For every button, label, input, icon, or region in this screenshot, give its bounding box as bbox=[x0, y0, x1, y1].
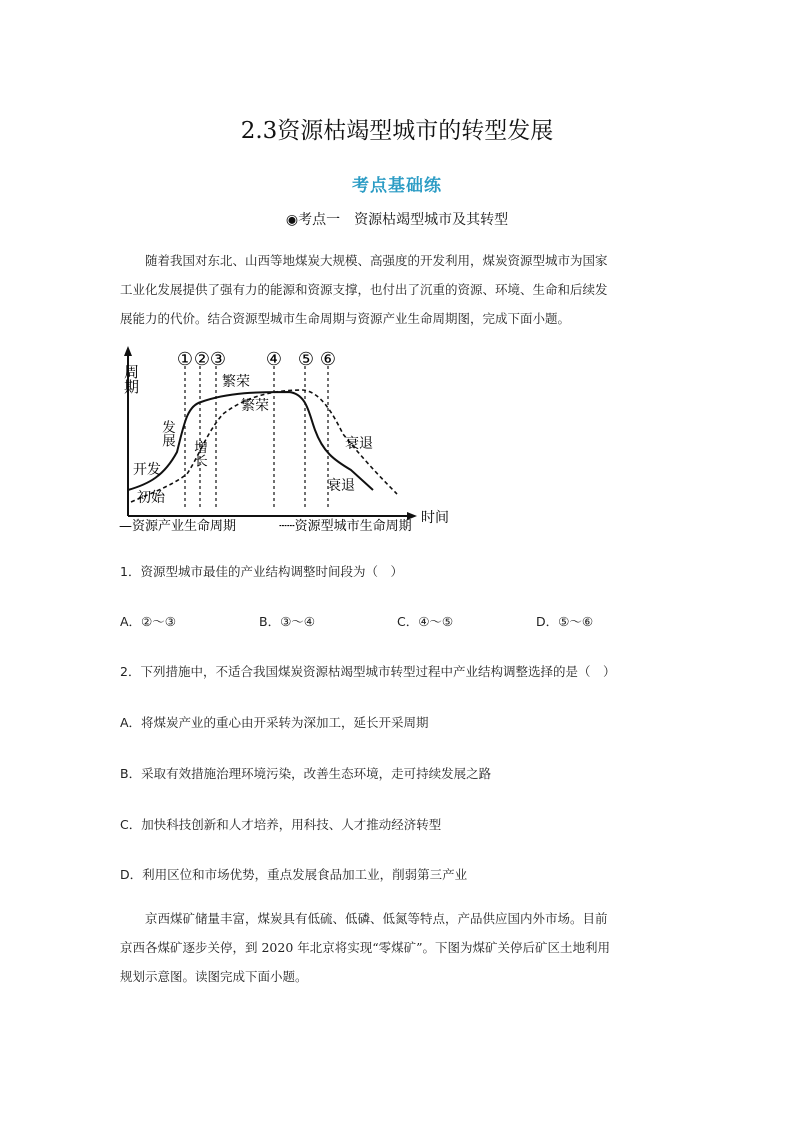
section-subtitle: 考点基础练 bbox=[352, 176, 442, 196]
q1-option-b[interactable]: B．③～④ bbox=[259, 614, 315, 629]
intro1-line: 展能力的代价。结合资源型城市生命周期与资源产业生命周期图，完成下面小题。 bbox=[120, 311, 571, 326]
intro-paragraph-1 bbox=[120, 246, 676, 333]
city-stage-growth: 增长 bbox=[191, 440, 207, 467]
q2-option-d[interactable]: D．利用区位和市场优势，重点发展食品加工业，削弱第三产业 bbox=[120, 867, 468, 882]
intro-paragraph-2 bbox=[120, 904, 676, 991]
marker-4: ④ bbox=[265, 349, 283, 370]
marker-5: ⑤ bbox=[297, 349, 315, 370]
city-stage-decline: 衰退 bbox=[345, 436, 373, 452]
legend-industry: —资源产业生命周期 bbox=[119, 519, 237, 534]
industry-stage-decline: 衰退 bbox=[327, 478, 355, 494]
page-title: 2.3资源枯竭型城市的转型发展 bbox=[240, 118, 554, 144]
q1-option-d[interactable]: D．⑤～⑥ bbox=[536, 614, 594, 629]
intro1-line: 随着我国对东北、山西等地煤炭大规模、高强度的开发利用，煤炭资源型城市为国家 bbox=[145, 253, 608, 268]
question-2-stem: 2．下列措施中，不适合我国煤炭资源枯竭型城市转型过程中产业结构调整选择的是（ ） bbox=[120, 664, 616, 679]
intro1-line: 工业化发展提供了强有力的能源和资源支撑，也付出了沉重的资源、环境、生命和后续发 bbox=[120, 282, 608, 297]
x-axis-label: 时间 bbox=[421, 510, 449, 526]
y-axis-label-char: 周期 bbox=[122, 364, 140, 394]
industry-stage-boom: 繁荣 bbox=[222, 374, 250, 390]
marker-3: ③ bbox=[209, 349, 227, 370]
question-1-stem: 1．资源型城市最佳的产业结构调整时间段为（ ） bbox=[120, 564, 403, 579]
intro2-line: 京西煤矿储量丰富，煤炭具有低硫、低磷、低氮等特点，产品供应国内外市场。目前 bbox=[145, 911, 608, 926]
marker-2: ② bbox=[193, 349, 211, 370]
industry-stage-develop: 开发 bbox=[133, 462, 161, 478]
q2-option-a[interactable]: A．将煤炭产业的重心由开采转为深加工，延长开采周期 bbox=[120, 715, 429, 730]
q2-option-b[interactable]: B．采取有效措施治理环境污染，改善生态环境，走可持续发展之路 bbox=[120, 766, 492, 781]
city-stage-initial: 初始 bbox=[137, 490, 165, 506]
intro2-line: 规划示意图。读图完成下面小题。 bbox=[120, 969, 308, 984]
life-cycle-chart bbox=[119, 344, 459, 538]
legend-city: ┄┄资源型城市生命周期 bbox=[279, 519, 412, 534]
q1-option-c[interactable]: C．④～⑤ bbox=[397, 614, 454, 629]
marker-6: ⑥ bbox=[319, 349, 337, 370]
q2-option-c[interactable]: C．加快科技创新和人才培养，用科技、人才推动经济转型 bbox=[120, 817, 442, 832]
chart-svg bbox=[119, 344, 459, 534]
y-axis-arrow bbox=[124, 346, 132, 356]
intro2-line: 京西各煤矿逐步关停，到 2020 年北京将实现“零煤矿”。下图为煤矿关停后矿区土地利用 bbox=[120, 940, 611, 955]
industry-stage-growth-1: 发展 bbox=[159, 420, 175, 447]
marker-1: ① bbox=[176, 349, 194, 370]
q1-option-a[interactable]: A．②～③ bbox=[120, 614, 176, 629]
city-stage-boom: 繁荣 bbox=[241, 398, 269, 414]
topic-heading: ◉考点一 资源枯竭型城市及其转型 bbox=[285, 212, 509, 228]
